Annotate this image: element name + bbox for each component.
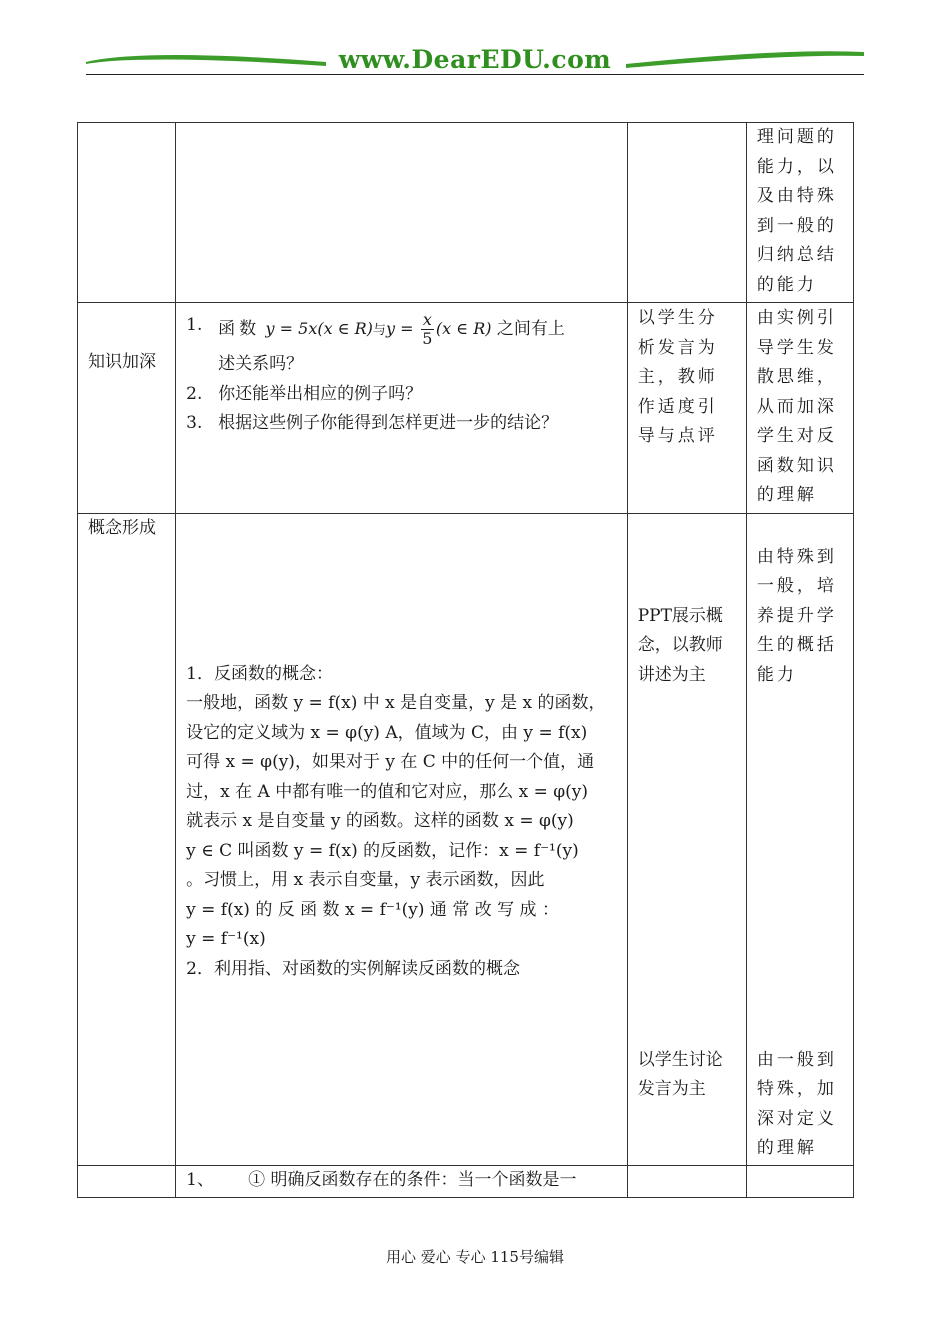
fraction: $\frac{x}{5}$ [422, 310, 433, 348]
concept-line: 一般地，函数 y = f(x) 中 x 是自变量，y 是 x 的函数， [186, 693, 606, 713]
method-cell: PPT展示概念，以教师讲述为主 以学生讨论发言为主 [627, 513, 746, 1165]
math-expression: y = 5x(x ∈ R) [265, 319, 373, 338]
method-cell [627, 123, 746, 303]
content-cell [176, 513, 628, 1165]
purpose-cell: 理问题的能力，以及由特殊到一般的归纳总结的能力 [746, 123, 853, 303]
header-divider [86, 74, 864, 75]
stage-label: 概念形成 [88, 517, 156, 538]
concept-line: 设它的定义域为 x = φ(y) A，值域为 C，由 y = f(x) [186, 722, 588, 743]
list-item: 1. 函数 y = 5x(x ∈ R)与y = $\frac{x}{5}$ (x ∈ R) 之间有上 [186, 310, 565, 348]
concept-line: 1．反函数的概念： [186, 663, 333, 684]
stage-cell [78, 123, 176, 303]
site-logo-text: www.DearEDU.com [338, 45, 612, 74]
page-footer: 用心 爱心 专心 115号编辑 [386, 1248, 564, 1266]
concept-line: 。习惯上，用 x 表示自变量，y 表示函数，因此 [186, 870, 545, 890]
table-row [78, 513, 854, 1165]
concept-line: y ∈ C 叫函数 y = f(x) 的反函数，记作：x = f⁻¹(y) [186, 840, 579, 861]
list-item: 2. 你还能举出相应的例子吗？ [186, 383, 423, 404]
stage-label: 知识加深 [88, 351, 156, 372]
stage-cell [78, 513, 176, 1165]
purpose-cell: 由特殊到一般，培养提升学生的概括能力 由一般到特殊，加深对定义的理解 [746, 513, 853, 1165]
concept-line: 2．利用指、对函数的实例解读反函数的概念 [186, 958, 520, 979]
content-cell [176, 123, 628, 303]
concept-line: 可得 x = φ(y)，如果对于 y 在 C 中的任何一个值，通 [186, 752, 595, 772]
content-cell: 1. 函数 y = 5x(x ∈ R)与y = $\frac{x}{5}$ (x ∈ R) 之间有上 述关系吗？ 2. 你还能举出相应的例子吗？ 3. 根据这些例子你能得到怎样更进一步的结论？ [176, 303, 628, 514]
concept-line: y = f(x) 的 反 函 数 x = f⁻¹(y) 通 常 改 写 成 ： [186, 899, 559, 920]
table-row [78, 303, 854, 514]
method-cell: 以学生分析发言为主，教师作适度引导与点评 [627, 303, 746, 514]
table-row [78, 1165, 854, 1198]
lesson-plan-table [77, 122, 854, 1198]
list-item: 3. 根据这些例子你能得到怎样更进一步的结论？ [186, 413, 559, 433]
stage-cell [78, 303, 176, 514]
concept-line: y = f⁻¹(x) [186, 929, 266, 949]
concept-line: 过，x 在 A 中都有唯一的值和它对应，那么 x = φ(y) [186, 781, 589, 802]
content-cell: 1、 ① 明确反函数存在的条件：当一个函数是一 [176, 1165, 628, 1198]
concept-line: 就表示 x 是自变量 y 的函数。这样的函数 x = φ(y) [186, 811, 574, 831]
table-row [78, 123, 854, 303]
purpose-cell: 由实例引导学生发散思维，从而加深学生对反函数知识的理解 [746, 303, 853, 514]
stage-cell [78, 1165, 176, 1198]
purpose-cell [746, 1165, 853, 1198]
method-cell [627, 1165, 746, 1198]
